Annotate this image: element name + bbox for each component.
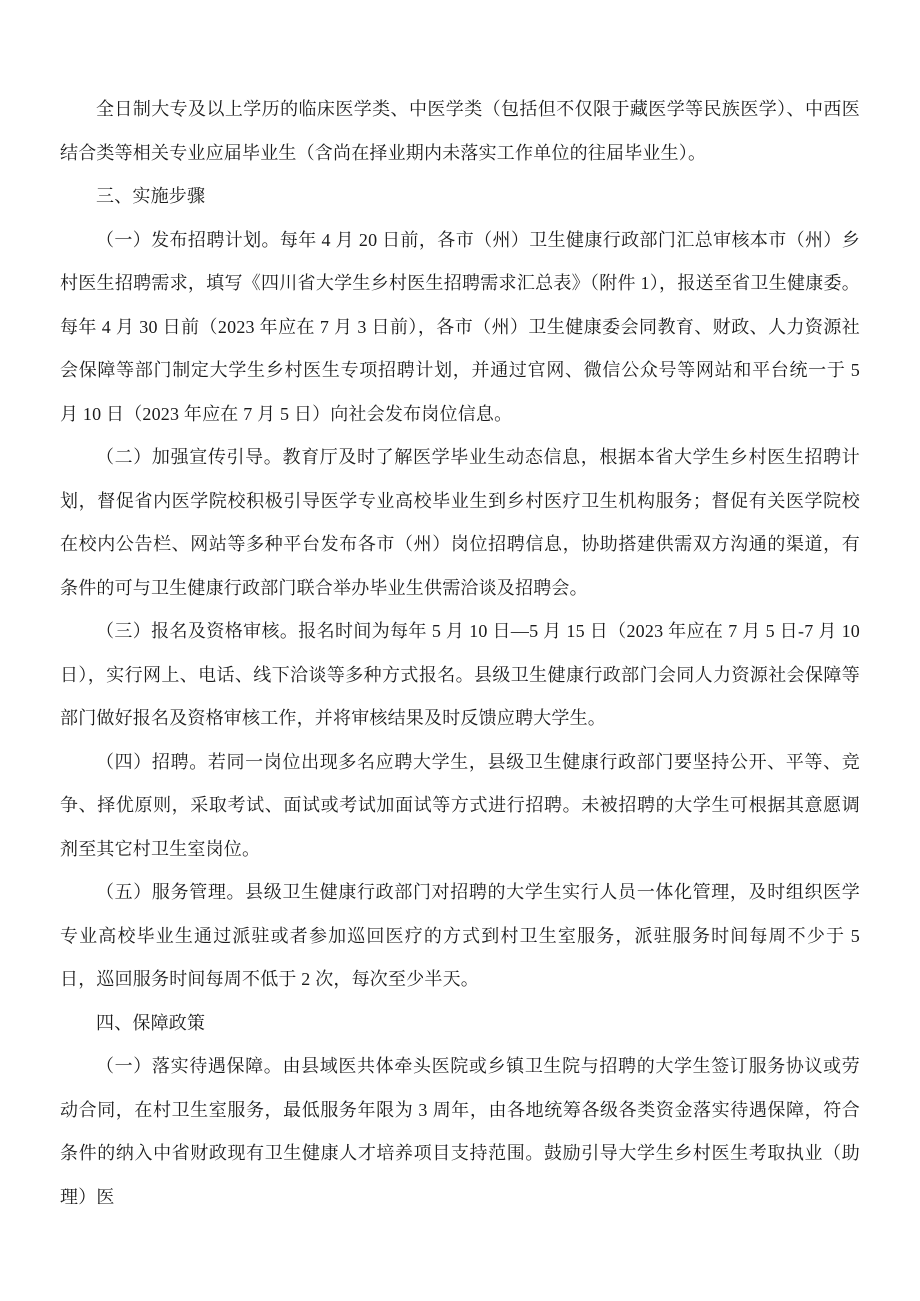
paragraph-step-1-publish-recruitment-plan: （一）发布招聘计划。每年 4 月 20 日前，各市（州）卫生健康行政部门汇总审核本市（州）乡村医生招聘需求，填写《四川省大学生乡村医生招聘需求汇总表》（附件 1），报送至省卫生健康委。每年 4 月 30 日前（2023 年应在 7 月 3 日前），各市（州）卫生健康委会同教育、财政、人力资源社会保障等部门制定大学生乡村医生专项招聘计划，并通过官网、微信公众号等网站和平台统一于 5 月 10 日（2023 年应在 7 月 5 日）向社会发布岗位信息。 [60, 229, 860, 424]
document-body [60, 88, 860, 1219]
heading-section-4-support-policies: 四、保障政策 [96, 1012, 206, 1033]
paragraph-step-2-strengthen-publicity: （二）加强宣传引导。教育厅及时了解医学毕业生动态信息，根据本省大学生乡村医生招聘计划，督促省内医学院校积极引导医学专业高校毕业生到乡村医疗卫生机构服务；督促有关医学院校在校内公告栏、网站等多种平台发布各市（州）岗位招聘信息，协助搭建供需双方沟通的渠道，有条件的可与卫生健康行政部门联合举办毕业生供需洽谈及招聘会。 [60, 447, 860, 598]
paragraph-eligible-graduates: 全日制大专及以上学历的临床医学类、中医学类（包括但不仅限于藏医学等民族医学）、中西医结合类等相关专业应届毕业生（含尚在择业期内未落实工作单位的往届毕业生）。 [60, 99, 860, 163]
paragraph-policy-1-benefit-guarantee: （一）落实待遇保障。由县域医共体牵头医院或乡镇卫生院与招聘的大学生签订服务协议或劳动合同，在村卫生室服务，最低服务年限为 3 周年，由各地统筹各级各类资金落实待遇保障，符合条件的纳入中省财政现有卫生健康人才培养项目支持范围。鼓励引导大学生乡村医生考取执业（助理）医 [60, 1056, 860, 1207]
paragraph-step-5-service-management: （五）服务管理。县级卫生健康行政部门对招聘的大学生实行人员一体化管理，及时组织医学专业高校毕业生通过派驻或者参加巡回医疗的方式到村卫生室服务，派驻服务时间每周不少于 5 日，巡回服务时间每周不低于 2 次，每次至少半天。 [60, 882, 860, 989]
paragraph-step-3-registration-and-qualification-review: （三）报名及资格审核。报名时间为每年 5 月 10 日—5 月 15 日（2023 年应在 7 月 5 日-7 月 10 日），实行网上、电话、线下洽谈等多种方式报名。县级卫生健康行政部门会同人力资源社会保障等部门做好报名及资格审核工作，并将审核结果及时反馈应聘大学生。 [60, 621, 860, 728]
heading-section-3-implementation-steps: 三、实施步骤 [96, 186, 206, 206]
paragraph-step-4-recruitment: （四）招聘。若同一岗位出现多名应聘大学生，县级卫生健康行政部门要坚持公开、平等、竞争、择优原则，采取考试、面试或考试加面试等方式进行招聘。未被招聘的大学生可根据其意愿调剂至其它村卫生室岗位。 [60, 751, 860, 859]
